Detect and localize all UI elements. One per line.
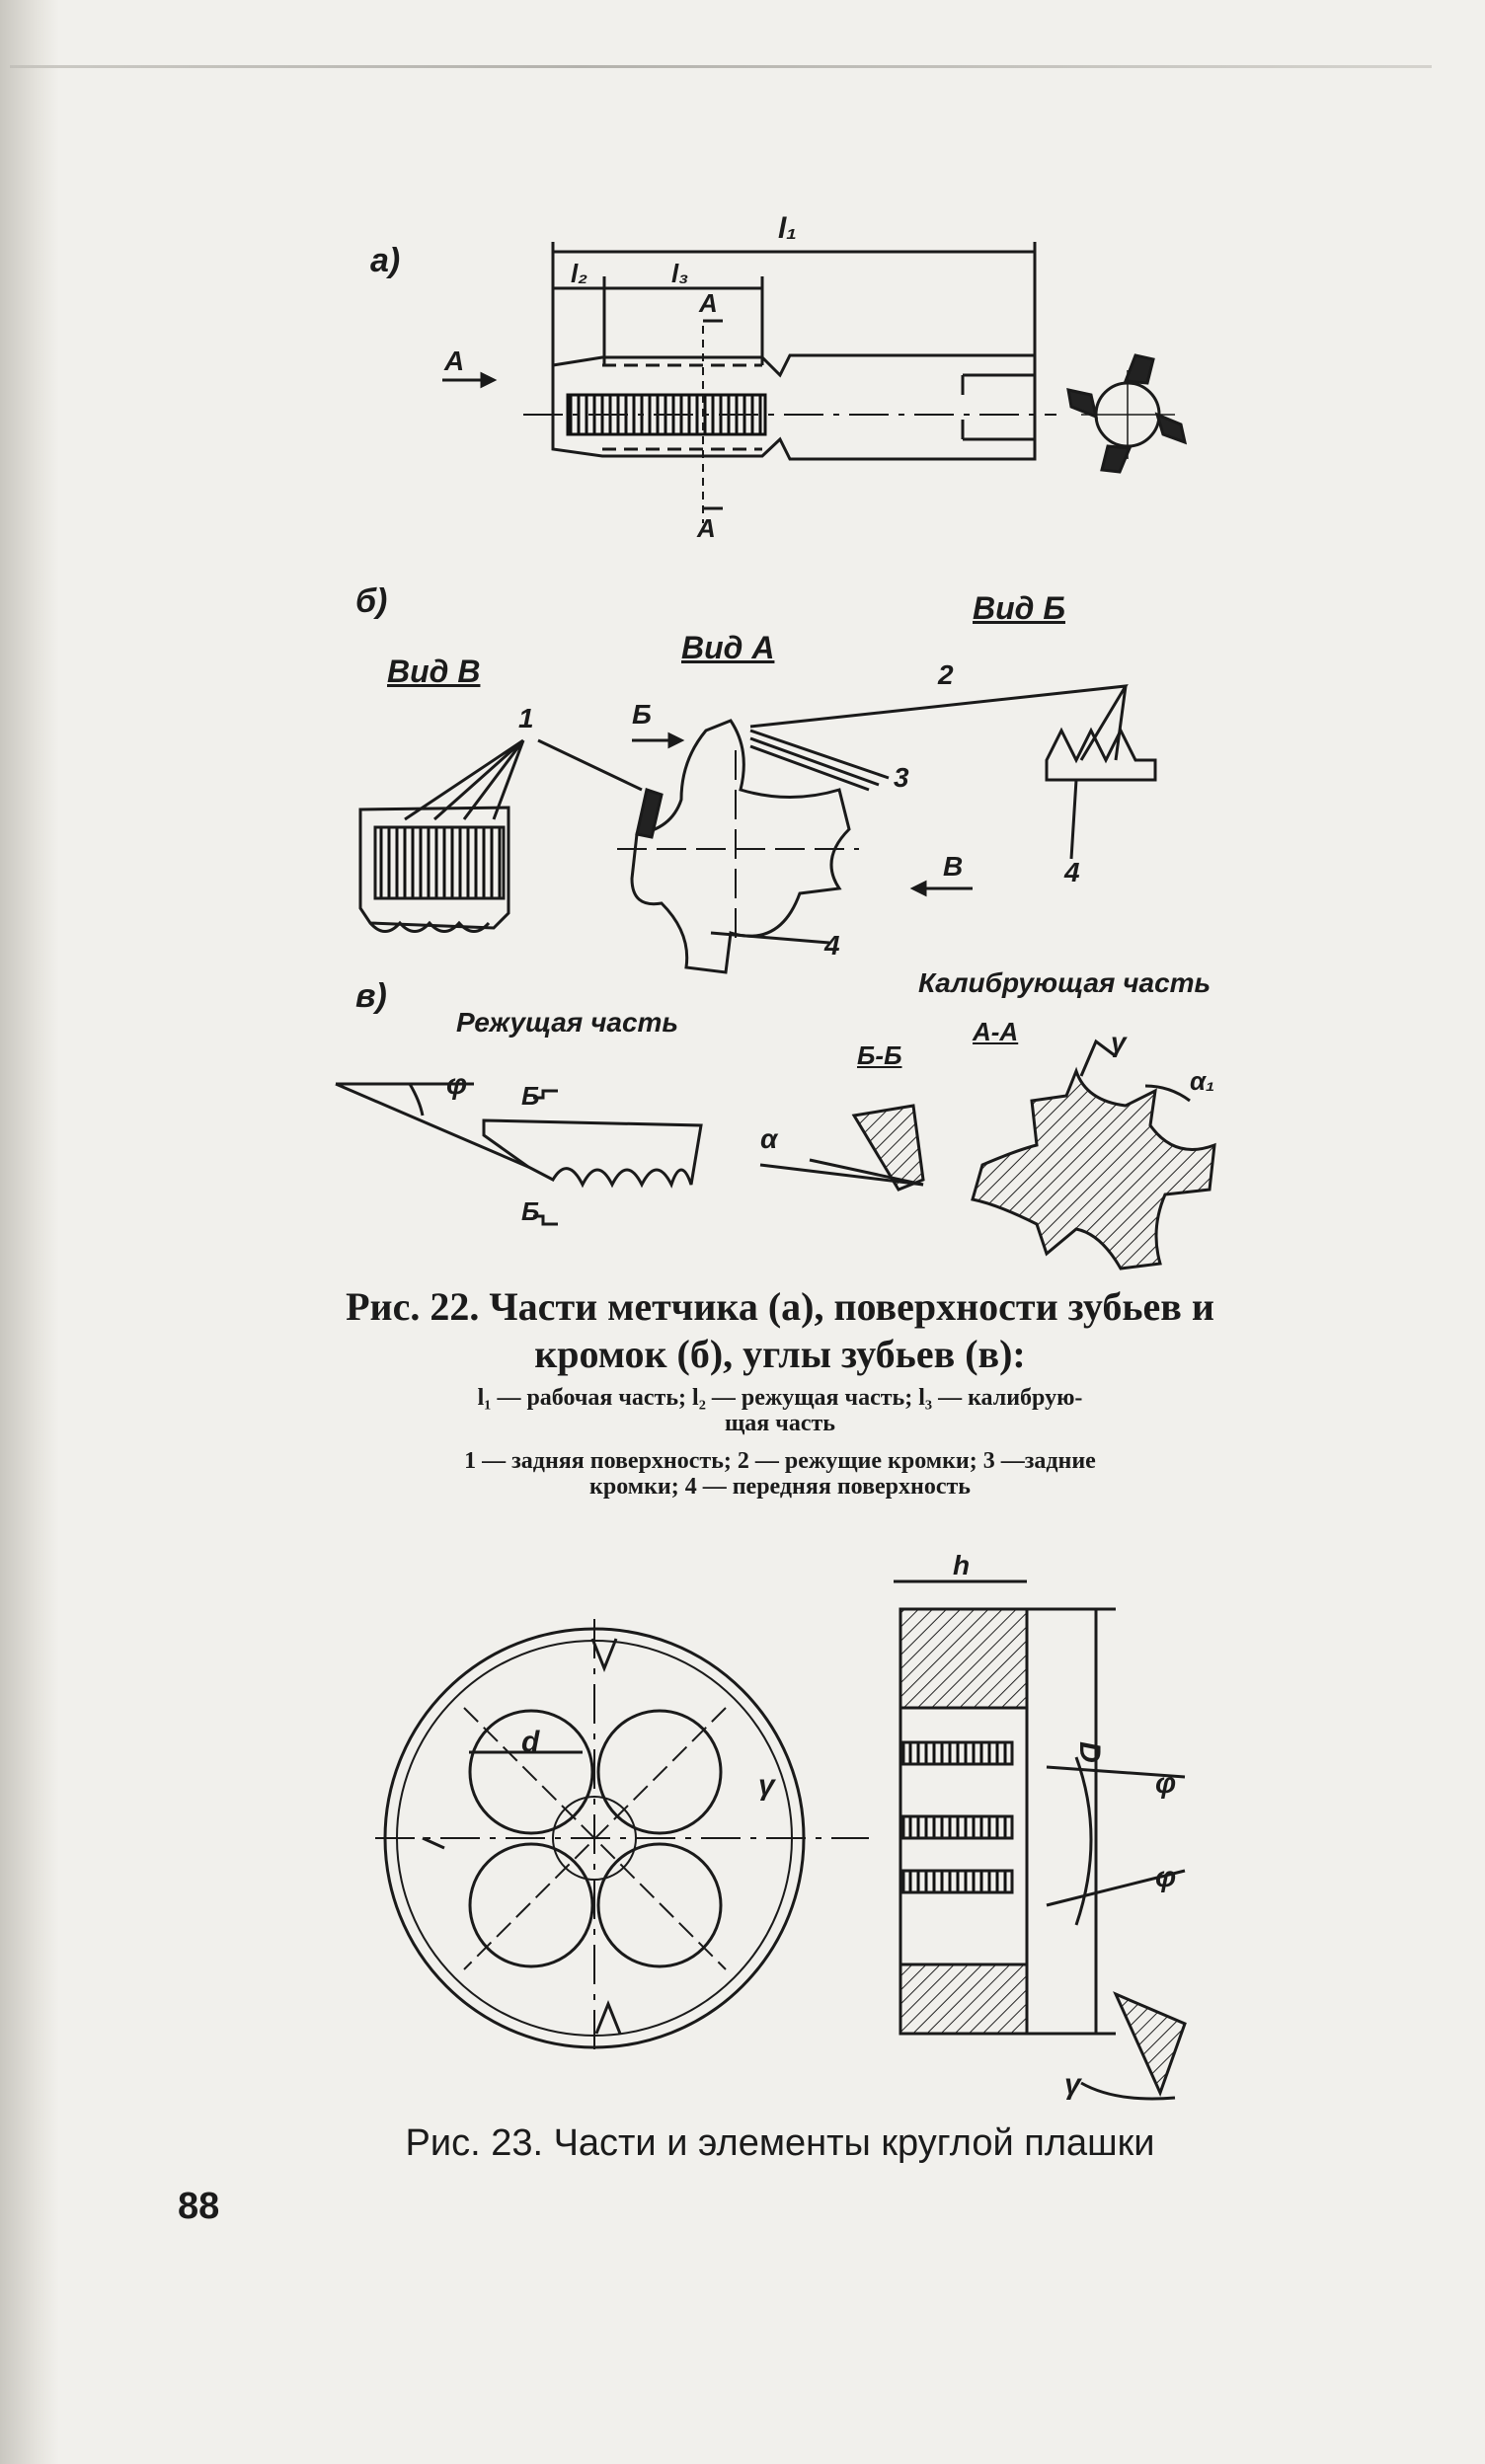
callout-4-cross: 4 bbox=[824, 930, 840, 961]
section-a-top: А bbox=[699, 288, 718, 318]
arrow-a-label: А bbox=[444, 346, 465, 376]
cutting-part-profile bbox=[336, 1084, 701, 1224]
callout-1: 1 bbox=[518, 703, 534, 733]
angle-gamma-label: γ bbox=[1111, 1027, 1127, 1057]
angle-alpha-label: α bbox=[760, 1123, 778, 1154]
view-b-teeth bbox=[1047, 731, 1155, 859]
dim-l3: l₃ bbox=[671, 259, 689, 288]
tap-cross-section bbox=[1068, 355, 1185, 472]
section-a-bottom: А bbox=[697, 513, 716, 543]
die-phi-bottom-label: φ bbox=[1155, 1861, 1177, 1893]
subfigure-b-label: б) bbox=[355, 582, 388, 620]
figure-22-title: Рис. 22. Части метчика (а), поверхности зубьев и bbox=[346, 1284, 1214, 1329]
figure-22-title-line2: кромок (б), углы зубьев (в): bbox=[534, 1332, 1026, 1376]
figure-23-caption: Рис. 23. Части и элементы круглой плашки bbox=[405, 2122, 1155, 2164]
angle-alpha1-label: α₁ bbox=[1190, 1066, 1215, 1096]
callout-3: 3 bbox=[894, 762, 909, 793]
section-bb-label: Б-Б bbox=[857, 1040, 902, 1070]
dim-h-label: h bbox=[953, 1550, 971, 1580]
figure-22-legend-1a: l₁ — рабочая часть; l₂ — режущая часть; l₃ — калибрую- bbox=[477, 1385, 1083, 1411]
subfigure-v-label: в) bbox=[355, 977, 387, 1015]
dim-D-label: D bbox=[1072, 1741, 1106, 1763]
calibrating-part-label: Калибрующая часть bbox=[918, 967, 1211, 998]
figure-22-legend-2a: 1 — задняя поверхность; 2 — режущие кромки; 3 —задние bbox=[464, 1448, 1096, 1474]
subfigure-a-label: а) bbox=[370, 242, 401, 279]
section-aa bbox=[973, 1041, 1214, 1269]
die-gamma-right-label: γ bbox=[1064, 2068, 1081, 2101]
cutting-part-label: Режущая часть bbox=[456, 1007, 679, 1038]
tap-side-view bbox=[442, 242, 1056, 523]
figure-22-legend-1b: щая часть bbox=[725, 1411, 835, 1436]
angle-phi-label: φ bbox=[446, 1068, 468, 1101]
cut-mark-b-bottom: Б bbox=[521, 1196, 540, 1226]
dim-l1: l₁ bbox=[778, 212, 797, 245]
round-die-section bbox=[894, 1581, 1185, 2099]
callout-2: 2 bbox=[938, 659, 954, 690]
page-number: 88 bbox=[178, 2186, 220, 2227]
arrow-b-label: Б bbox=[632, 699, 652, 730]
view-v-block bbox=[360, 808, 508, 932]
arrow-v-label: В bbox=[943, 851, 964, 882]
die-gamma-left-label: γ bbox=[758, 1769, 775, 1802]
view-a-cross bbox=[405, 686, 1126, 972]
view-a-label: Вид А bbox=[681, 630, 775, 665]
cut-mark-b-top: Б bbox=[521, 1081, 540, 1111]
view-v-label: Вид В bbox=[387, 654, 481, 689]
view-b-label: Вид Б bbox=[973, 590, 1065, 626]
section-bb bbox=[760, 1106, 923, 1190]
round-die-front bbox=[375, 1619, 869, 2053]
figure-22-legend-2b: кромки; 4 — передняя поверхность bbox=[589, 1474, 971, 1500]
callout-4-teeth: 4 bbox=[1064, 857, 1080, 887]
dim-l2: l₂ bbox=[571, 259, 588, 288]
dim-d-label: d bbox=[521, 1726, 540, 1758]
section-aa-label: А-А bbox=[973, 1017, 1019, 1046]
die-phi-top-label: φ bbox=[1155, 1767, 1177, 1800]
